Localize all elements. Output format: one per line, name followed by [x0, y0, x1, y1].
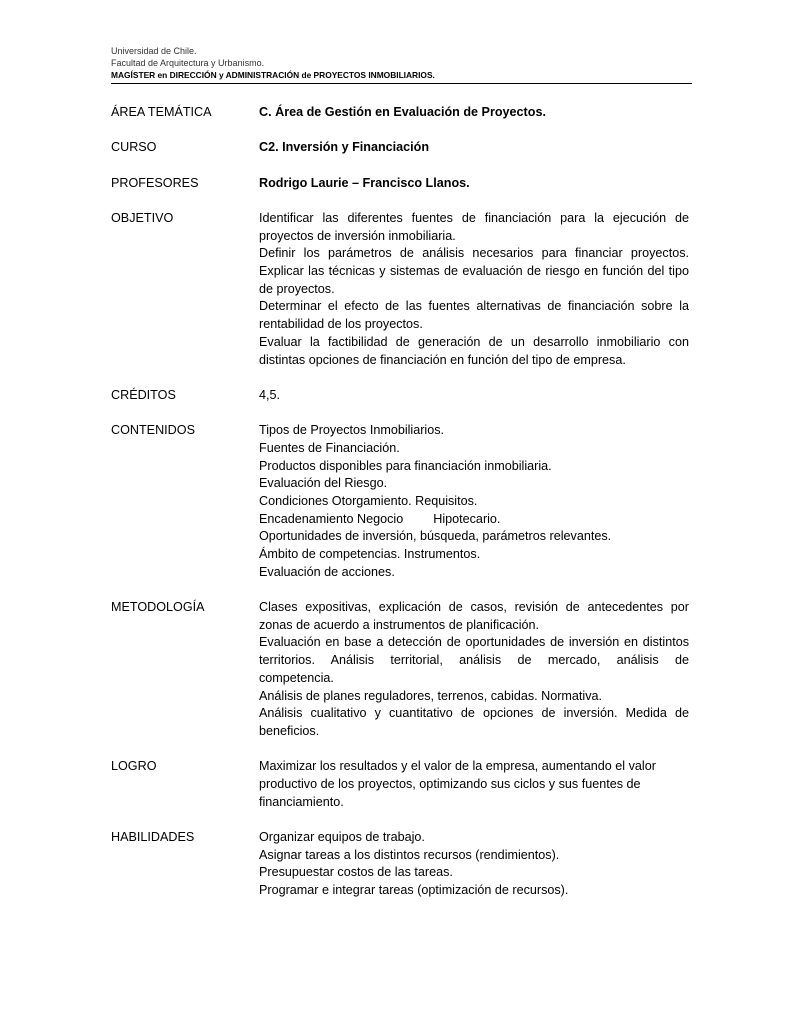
program-name: MAGÍSTER en DIRECCIÓN y ADMINISTRACIÓN de PROYECTOS INMOBILIARIOS. [111, 70, 435, 80]
section-objetivo [111, 210, 692, 369]
objetivo-text [259, 210, 689, 369]
list-item: Evaluación del Riesgo. [259, 476, 388, 491]
metodologia-text [259, 599, 689, 741]
list-item: Presupuestar costos de las tareas. [259, 865, 453, 880]
text-line: Explicar las técnicas y sistemas de evaluación de riesgo en función del tipo [259, 264, 689, 278]
section-area [111, 104, 692, 122]
list-item: Fuentes de Financiación. [259, 440, 400, 455]
section-curso [111, 139, 692, 157]
text-line: Análisis de planes reguladores, terrenos, cabidas. Normativa. [259, 688, 603, 703]
profesores-value: Rodrigo Laurie – Francisco Llanos. [259, 175, 470, 190]
section-contenidos [111, 422, 692, 581]
text-line: Análisis cualitativo y cuantitativo de opciones de inversión. Medida de [259, 706, 689, 721]
section-profesores [111, 175, 692, 193]
text-line: Evaluar la factibilidad de generación de un desarrollo inmobiliario con [259, 334, 689, 349]
text-line: zonas de acuerdo a instrumentos de planificación. [259, 617, 540, 632]
list-item-encadenamiento [259, 511, 689, 529]
text-line: beneficios. [259, 723, 320, 738]
list-item: Programar e integrar tareas (optimización de recursos). [259, 883, 569, 898]
list-item: Ámbito de competencias. Instrumentos. [259, 547, 481, 562]
section-habilidades [111, 829, 692, 900]
text-line: rentabilidad de los proyectos. [259, 317, 423, 332]
list-item: Condiciones Otorgamiento. Requisitos. [259, 493, 478, 508]
list-item: Tipos de Proyectos Inmobiliarios. [259, 423, 445, 438]
text-line: Evaluación en base a detección de oportunidades de inversión en distintos [259, 635, 689, 650]
logro-text [259, 758, 689, 811]
faculty-name: Facultad de Arquitectura y Urbanismo. [111, 58, 265, 68]
text-line: de proyectos. [259, 281, 335, 296]
text-line: financiamiento. [259, 794, 344, 809]
logro-label: LOGRO [111, 759, 157, 774]
creditos-value: 4,5. [259, 387, 281, 402]
curso-label: CURSO [111, 140, 157, 155]
metodologia-label: METODOLOGÍA [111, 600, 205, 615]
list-item: Organizar equipos de trabajo. [259, 829, 425, 844]
header-divider [111, 83, 692, 84]
list-item: Productos disponibles para financiación inmobiliaria. [259, 458, 552, 473]
university-name: Universidad de Chile. [111, 46, 197, 56]
objetivo-label: OBJETIVO [111, 210, 174, 225]
section-logro [111, 758, 692, 811]
habilidades-list [259, 829, 689, 900]
text-line: Identificar las diferentes fuentes de financiación para la ejecución de [259, 210, 689, 225]
list-item: Evaluación de acciones. [259, 564, 395, 579]
text-line: Maximizar los resultados y el valor de la empresa, aumentando el valor [259, 759, 656, 774]
text-line: competencia. [259, 670, 334, 685]
page-header [111, 45, 692, 84]
list-item: Asignar tareas a los distintos recursos (rendimientos). [259, 847, 560, 862]
profesores-label: PROFESORES [111, 175, 199, 190]
curso-value: C2. Inversión y Financiación [259, 140, 430, 155]
text-line: distintas opciones de financiación en función del tipo de empresa. [259, 352, 626, 367]
contenidos-list [259, 422, 689, 581]
area-value: C. Área de Gestión en Evaluación de Proyectos. [259, 105, 546, 119]
list-item: Oportunidades de inversión, búsqueda, parámetros relevantes. [259, 529, 612, 544]
text-line: Determinar el efecto de las fuentes alternativas de financiación sobre la [259, 299, 689, 314]
text-line: productivo de los proyectos, optimizando sus ciclos y sus fuentes de [259, 776, 641, 791]
contenidos-label: CONTENIDOS [111, 423, 195, 438]
creditos-label: CRÉDITOS [111, 387, 176, 402]
course-sections [111, 104, 692, 917]
section-creditos [111, 387, 692, 405]
area-label: ÁREA TEMÁTICA [111, 105, 212, 119]
text-line: Clases expositivas, explicación de casos, revisión de antecedentes por [259, 600, 689, 615]
section-metodologia [111, 599, 692, 741]
encadenamiento-part-b: Hipotecario. [433, 511, 501, 526]
encadenamiento-part-a: Encadenamiento Negocio [259, 511, 404, 526]
text-line: proyectos de inversión inmobiliaria. [259, 228, 456, 243]
text-line: territorios. Análisis territorial, análisis de mercado, análisis de [259, 653, 689, 668]
habilidades-label: HABILIDADES [111, 829, 195, 844]
text-line: Definir los parámetros de análisis necesarios para financiar proyectos. [259, 246, 689, 261]
